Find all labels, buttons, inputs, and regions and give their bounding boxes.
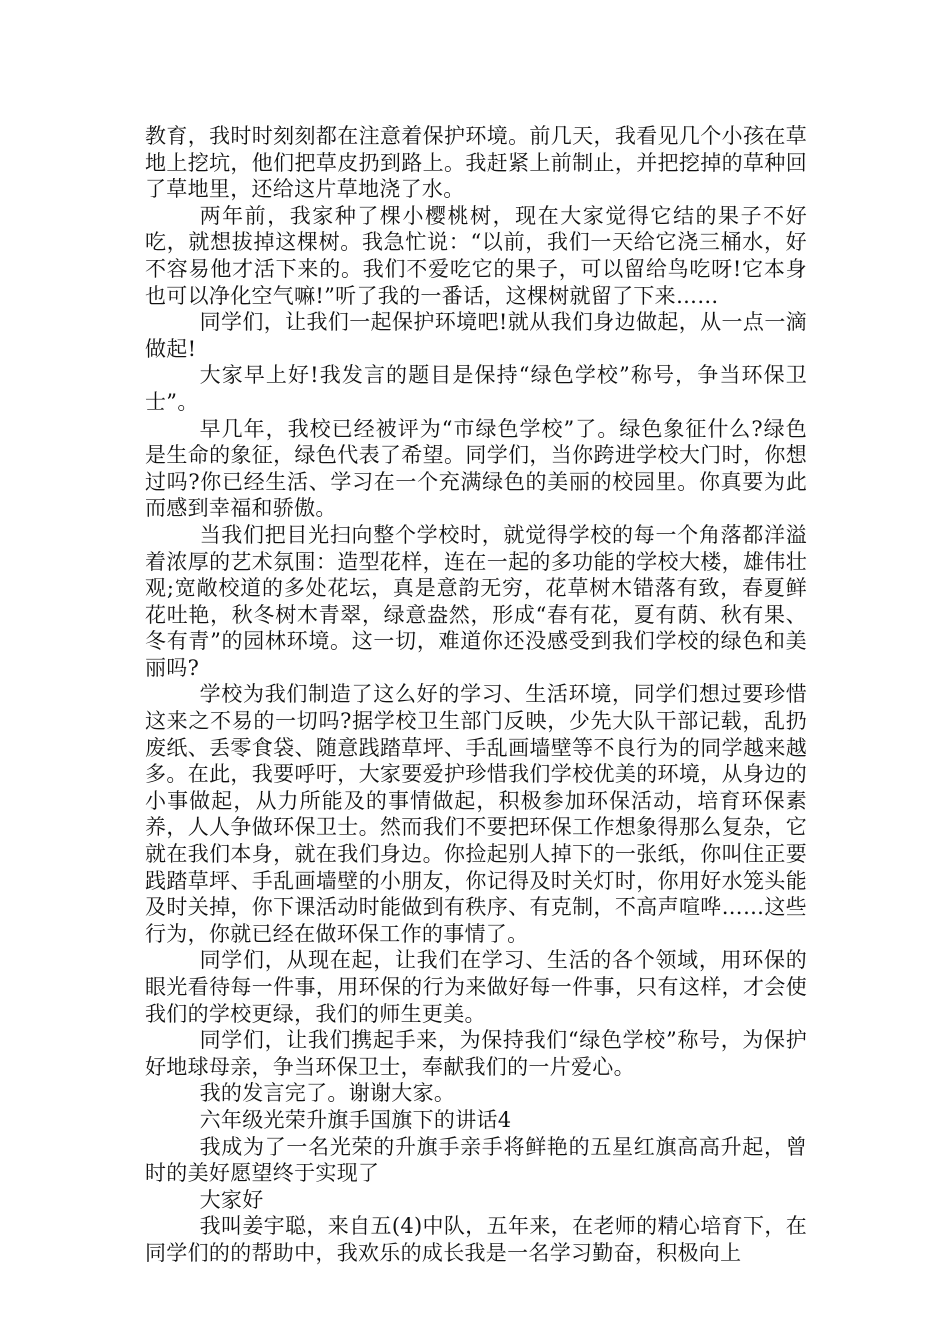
paragraph-13: 大家好: [199, 1187, 264, 1212]
paragraph-10: 我的发言完了。谢谢大家。: [199, 1081, 456, 1106]
paragraph-14: 我叫姜宇聪，来自五(4)中队，五年来，在老师的精心培育下，在同学们的的帮助中，我欢乐的成长我是一名学习勤奋，积极向上: [145, 1214, 807, 1265]
paragraph-5: 早几年，我校已经被评为“市绿色学校”了。绿色象征什么?绿色是生命的象征，绿色代表了希望。同学们，当你跨进学校大门时，你想过吗?你已经生活、学习在一个充满绿色的美丽的校园里。你真要为此而感到幸福和骄傲。: [145, 416, 807, 521]
document-page: [145, 123, 807, 1267]
paragraph-12: 我成为了一名光荣的升旗手亲手将鲜艳的五星红旗高高升起，曾时的美好愿望终于实现了: [145, 1134, 807, 1186]
paragraph-2: 两年前，我家种了棵小樱桃树，现在大家觉得它结的果子不好吃，就想拔掉这棵树。我急忙说：“以前，我们一天给它浇三桶水，好不容易他才活下来的。我们不爱吃它的果子，可以留给鸟吃呀!它本身也可以净化空气嘛!”听了我的一番话，这棵树就留了下来……: [145, 203, 807, 308]
paragraph-6: 当我们把目光扫向整个学校时，就觉得学校的每一个角落都洋溢着浓厚的艺术氛围：造型花样，连在一起的多功能的学校大楼，雄伟壮观;宽敞校道的多处花坛，真是意韵无穷，花草树木错落有致，春夏鲜花吐艳，秋冬树木青翠，绿意盎然，形成“春有花，夏有荫、秋有果、冬有青”的园林环境。这一切，难道你还没感受到我们学校的绿色和美丽吗?: [145, 522, 807, 680]
paragraph-7: 学校为我们制造了这么好的学习、生活环境，同学们想过要珍惜这来之不易的一切吗?据学校卫生部门反映，少先大队干部记载，乱扔废纸、丢零食袋、随意践踏草坪、手乱画墙壁等不良行为的同学越来越多。在此，我要呼吁，大家要爱护珍惜我们学校优美的环境，从身边的小事做起，从力所能及的事情做起，积极参加环保活动，培育环保素养，人人争做环保卫士。然而我们不要把环保工作想象得那么复杂，它就在我们本身，就在我们身边。你捡起别人掉下的一张纸，你叫住正要践踏草坪、手乱画墙壁的小朋友，你记得及时关灯时，你用好水笼头能及时关掉，你下课活动时能做到有秩序、有克制，不高声喧哗……这些行为，你就已经在做环保工作的事情了。: [145, 682, 807, 946]
paragraph-1: 教育，我时时刻刻都在注意着保护环境。前几天，我看见几个小孩在草地上挖坑，他们把草皮扔到路上。我赶紧上前制止，并把挖掉的草种回了草地里，还给这片草地浇了水。: [145, 124, 807, 202]
paragraph-4: 大家早上好!我发言的题目是保持“绿色学校”称号，争当环保卫士”。: [145, 363, 807, 414]
paragraph-8: 同学们，从现在起，让我们在学习、生活的各个领域，用环保的眼光看待每一件事，用环保的行为来做好每一件事，只有这样，才会使我们的学校更绿，我们的师生更美。: [145, 948, 807, 1026]
paragraph-3: 同学们，让我们一起保护环境吧!就从我们身边做起，从一点一滴做起!: [145, 310, 807, 361]
paragraph-9: 同学们，让我们携起手来，为保持我们“绿色学校”称号，为保护好地球母亲，争当环保卫士，奉献我们的一片爱心。: [145, 1028, 807, 1079]
section-heading: 六年级光荣升旗手国旗下的讲话4: [199, 1107, 512, 1132]
